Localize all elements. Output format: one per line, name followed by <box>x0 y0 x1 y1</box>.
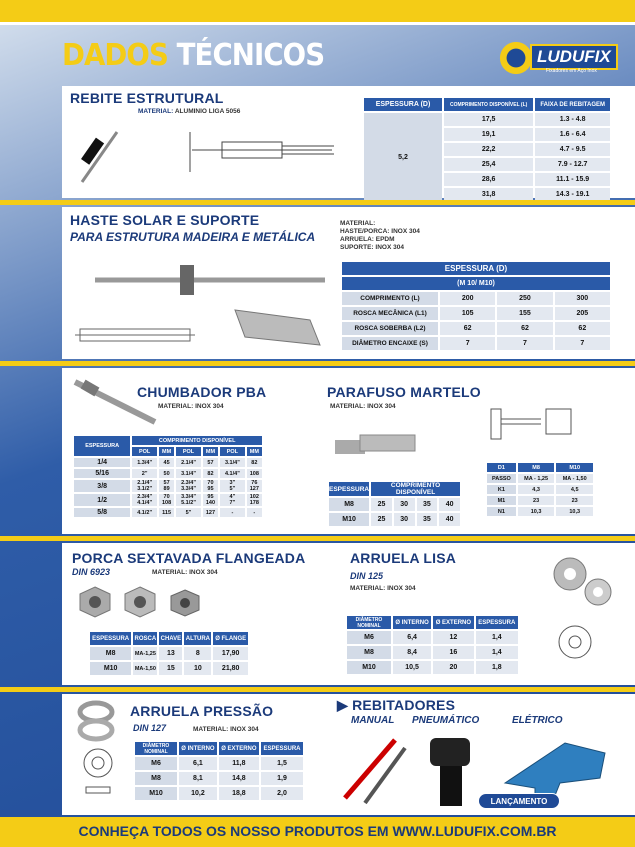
table-cell: COMPRIMENTO (L) <box>342 292 438 305</box>
table-cell: 17,90 <box>213 647 248 660</box>
table-cell: M6 <box>347 631 391 644</box>
rebite-title: REBITE ESTRUTURAL <box>70 90 224 106</box>
table-cell: 50 <box>159 469 174 478</box>
rebite-head-comp: COMPRIMENTO DISPONÍVEL (L) <box>444 98 533 111</box>
pressao-illustration <box>74 700 118 746</box>
table-cell: 7.9 - 12.7 <box>535 158 610 171</box>
table-head: MM <box>203 447 218 456</box>
table-cell: 40 <box>439 498 460 511</box>
table-cell: 6,1 <box>179 757 217 770</box>
table-cell: 3.1/4" <box>176 469 201 478</box>
table-cell: 3" 5" <box>220 480 245 492</box>
table-row <box>74 508 262 517</box>
title-part-b: TÉCNICOS <box>176 38 325 73</box>
table-cell: 10,3 <box>556 507 593 516</box>
table-head: ESPESSURA <box>90 632 131 645</box>
table-cell: M6 <box>135 757 177 770</box>
rebite-head-faixa: FAIXA DE REBITAGEM <box>535 98 610 111</box>
table-cell: 70 108 <box>159 494 174 506</box>
table-cell: 62 <box>440 322 495 335</box>
table-cell: 21,80 <box>213 662 248 675</box>
table-head: ALTURA <box>184 632 211 645</box>
table-cell: 25 <box>371 498 392 511</box>
table-cell: 2" <box>132 469 157 478</box>
table-cell: 82 <box>247 458 262 467</box>
table-cell: 10 <box>184 662 211 675</box>
table-head: CHAVE <box>159 632 182 645</box>
table-cell: 7 <box>555 337 610 350</box>
table-cell: - <box>220 508 245 517</box>
table-head: POL <box>220 447 245 456</box>
rebitadores-title-text: REBITADORES <box>352 697 456 713</box>
table-cell: 1.6 - 6.4 <box>535 128 610 141</box>
table-cell: 6,4 <box>393 631 431 644</box>
table-cell: 1,8 <box>476 661 518 674</box>
table-cell: 127 <box>203 508 218 517</box>
table-cell: 31,8 <box>444 188 533 201</box>
table-cell: 7 <box>440 337 495 350</box>
lisa-illustration <box>540 552 620 662</box>
porca-title: PORCA SEXTAVADA FLANGEADA <box>72 550 306 566</box>
footer-bar <box>0 817 635 847</box>
table-row <box>74 480 262 492</box>
table-cell: 20 <box>433 661 473 674</box>
table-cell: 8,1 <box>179 772 217 785</box>
chumbador-title: CHUMBADOR PBA <box>137 384 267 400</box>
pressao-din: DIN 127 <box>133 723 167 733</box>
table-cell: 57 <box>203 458 218 467</box>
rebite-material-value: ALUMINIO LIGA 5056 <box>174 108 241 115</box>
table-head: POL <box>176 447 201 456</box>
table-cell: 11.1 - 15.9 <box>535 173 610 186</box>
table-cell: 4.1/4" <box>220 469 245 478</box>
material-line: HASTE/PORCA: INOX 304 <box>340 228 420 235</box>
table-cell: 155 <box>497 307 552 320</box>
table-cell: 102 178 <box>247 494 262 506</box>
table-cell: 76 127 <box>247 480 262 492</box>
table-cell: M10 <box>329 513 369 526</box>
lisa-title: ARRUELA LISA <box>350 550 457 566</box>
table-row <box>74 458 262 467</box>
table-cell: M8 <box>329 498 369 511</box>
haste-head2: (M 10/ M10) <box>342 277 610 290</box>
rebite-material-label: MATERIAL: <box>138 108 174 115</box>
table-head: Ø FLANGE <box>213 632 248 645</box>
pressao-drawing <box>78 745 118 805</box>
table-cell: 8,4 <box>393 646 431 659</box>
top-white-line <box>0 22 635 25</box>
table-cell: 30 <box>394 498 415 511</box>
table-cell: 10,5 <box>393 661 431 674</box>
haste-material <box>340 220 420 252</box>
porca-din: DIN 6923 <box>72 567 111 577</box>
table-cell: 1/2 <box>74 494 130 506</box>
ludufix-logo <box>498 40 623 78</box>
table-cell: 1.3 - 4.8 <box>535 113 610 126</box>
table-cell: 40 <box>439 513 460 526</box>
pressao-title: ARRUELA PRESSÃO <box>130 703 274 719</box>
table-head: Ø INTERNO <box>393 616 431 629</box>
table-cell: 5/16 <box>74 469 130 478</box>
top-yellow-bar <box>0 0 635 22</box>
table-cell: 13 <box>159 647 182 660</box>
divider <box>0 200 635 205</box>
table-head: M10 <box>556 463 593 472</box>
table-head: ESPESSURA <box>261 742 303 755</box>
rebitador-manual-label: MANUAL <box>351 715 395 726</box>
table-cell: 105 <box>440 307 495 320</box>
table-cell: 95 140 <box>203 494 218 506</box>
table-head: DIÂMETRO NOMINAL <box>135 742 177 755</box>
table-head: Ø EXTERNO <box>219 742 259 755</box>
table-cell: 82 <box>203 469 218 478</box>
chumbador-head-esp: ESPESSURA <box>74 436 130 456</box>
table-cell: 62 <box>555 322 610 335</box>
table-cell: 1,5 <box>261 757 303 770</box>
table-cell: 300 <box>555 292 610 305</box>
logo-tagline: Fixadores em Aço Inox <box>546 68 597 74</box>
table-cell: 3/8 <box>74 480 130 492</box>
table-cell: 2.1/4" 3.1/2" <box>132 480 157 492</box>
table-cell: 25 <box>371 513 392 526</box>
table-cell: PASSO <box>487 474 516 483</box>
rebitador-eletrico-label: ELÉTRICO <box>512 715 563 726</box>
rebite-table <box>362 96 612 203</box>
martelo-dim-table <box>485 461 595 518</box>
martelo-material: MATERIAL: INOX 304 <box>330 403 396 410</box>
divider <box>0 536 635 541</box>
table-cell: 1.3/4" <box>132 458 157 467</box>
table-cell: 4,3 <box>518 485 555 494</box>
martelo-drawing <box>486 394 586 452</box>
table-row <box>74 469 262 478</box>
table-cell: 11,8 <box>219 757 259 770</box>
table-cell: 205 <box>555 307 610 320</box>
table-cell: 3.1/4" <box>220 458 245 467</box>
table-cell: MA - 1,25 <box>518 474 555 483</box>
table-cell: 1,4 <box>476 646 518 659</box>
table-cell: 28,6 <box>444 173 533 186</box>
table-cell: 3.3/4" 5.1/2" <box>176 494 201 506</box>
table-cell: M8 <box>135 772 177 785</box>
page-title <box>62 38 324 73</box>
table-cell: 57 89 <box>159 480 174 492</box>
table-cell: ROSCA MECÂNICA (L1) <box>342 307 438 320</box>
table-cell: 250 <box>497 292 552 305</box>
table-cell: 35 <box>417 513 438 526</box>
table-cell: 17,5 <box>444 113 533 126</box>
porca-material: MATERIAL: INOX 304 <box>152 569 218 576</box>
table-cell: 1,4 <box>476 631 518 644</box>
table-cell: 22,2 <box>444 143 533 156</box>
table-cell: 200 <box>440 292 495 305</box>
martelo-table <box>327 480 462 528</box>
table-head: ROSCA <box>133 632 157 645</box>
table-cell: 16 <box>433 646 473 659</box>
lisa-table <box>345 614 520 676</box>
table-cell: 19,1 <box>444 128 533 141</box>
chumbador-rows <box>74 458 262 517</box>
table-head: MM <box>247 447 262 456</box>
table-cell: 23 <box>518 496 555 505</box>
divider <box>0 361 635 366</box>
haste-subtitle: PARA ESTRUTURA MADEIRA E METÁLICA <box>70 230 316 244</box>
table-cell: 2.3/4" 3.3/4" <box>176 480 201 492</box>
table-head: POL <box>132 447 157 456</box>
martelo-head-esp: ESPESSURA <box>329 482 369 496</box>
chumbador-material: MATERIAL: INOX 304 <box>158 403 224 410</box>
table-cell: 5/8 <box>74 508 130 517</box>
table-cell: MA-1,25 <box>133 647 157 660</box>
table-cell: 18,8 <box>219 787 259 800</box>
table-head: D1 <box>487 463 516 472</box>
table-cell: 14.3 - 19.1 <box>535 188 610 201</box>
table-head: M8 <box>518 463 555 472</box>
table-cell: 12 <box>433 631 473 644</box>
title-part-a: DADOS <box>62 38 168 73</box>
table-cell: 1/4 <box>74 458 130 467</box>
table-cell: 4,5 <box>556 485 593 494</box>
table-cell: - <box>247 508 262 517</box>
lancamento-badge: LANÇAMENTO <box>478 793 560 809</box>
table-cell: DIÂMETRO ENCAIXE (S) <box>342 337 438 350</box>
table-cell: ROSCA SOBERBA (L2) <box>342 322 438 335</box>
table-head: DIÂMETRO NOMINAL <box>347 616 391 629</box>
gear-icon <box>498 40 534 76</box>
material-line: MATERIAL: <box>340 220 376 227</box>
table-cell: 62 <box>497 322 552 335</box>
table-cell: 30 <box>394 513 415 526</box>
porca-illustration <box>75 582 220 624</box>
table-cell: 70 95 <box>203 480 218 492</box>
haste-illustration <box>70 255 335 355</box>
lisa-material: MATERIAL: INOX 304 <box>350 585 416 592</box>
logo-text: LUDUFIX <box>530 44 618 70</box>
haste-title: HASTE SOLAR E SUPORTE <box>70 212 260 228</box>
rebite-head-esp: ESPESSURA (D) <box>364 98 442 111</box>
table-cell: N1 <box>487 507 516 516</box>
table-cell: 10,3 <box>518 507 555 516</box>
table-head: MM <box>159 447 174 456</box>
rebite-espessura: 5,2 <box>364 113 442 201</box>
table-cell: M8 <box>90 647 131 660</box>
table-cell: 8 <box>184 647 211 660</box>
table-cell: 45 <box>159 458 174 467</box>
table-cell: 2.1/4" <box>176 458 201 467</box>
table-cell: M10 <box>347 661 391 674</box>
table-cell: K1 <box>487 485 516 494</box>
table-head: Ø EXTERNO <box>433 616 473 629</box>
rebitador-pneumatico-label: PNEUMÁTICO <box>412 715 480 726</box>
table-cell: 10,2 <box>179 787 217 800</box>
porca-table <box>88 630 250 677</box>
table-cell: 4.1/2" <box>132 508 157 517</box>
haste-head1: ESPESSURA (D) <box>342 262 610 275</box>
table-cell: 2.3/4" 4.1/4" <box>132 494 157 506</box>
divider <box>0 687 635 692</box>
table-cell: M10 <box>135 787 177 800</box>
table-cell: 1,9 <box>261 772 303 785</box>
table-cell: 4" 7" <box>220 494 245 506</box>
table-cell: 15 <box>159 662 182 675</box>
martelo-illustration <box>330 415 420 475</box>
table-head: ESPESSURA <box>476 616 518 629</box>
rebite-illustration <box>72 112 342 192</box>
table-cell: 25,4 <box>444 158 533 171</box>
table-cell: 4.7 - 9.5 <box>535 143 610 156</box>
chumbador-table <box>72 434 264 519</box>
table-cell: 115 <box>159 508 174 517</box>
table-cell: 7 <box>497 337 552 350</box>
table-cell: MA-1,50 <box>133 662 157 675</box>
chumbador-head-comp: COMPRIMENTO DISPONÍVEL <box>132 436 262 445</box>
martelo-title: PARAFUSO MARTELO <box>327 384 481 400</box>
table-cell: M10 <box>90 662 131 675</box>
martelo-head-comp: COMPRIMENTO DISPONÍVEL <box>371 482 460 496</box>
material-line: SUPORTE: INOX 304 <box>340 244 404 251</box>
rebitadores-title: ▶ REBITADORES <box>337 697 456 713</box>
table-row <box>74 494 262 506</box>
chumbador-illustration <box>70 372 160 432</box>
table-cell: 108 <box>247 469 262 478</box>
table-head: Ø INTERNO <box>179 742 217 755</box>
lisa-din: DIN 125 <box>350 571 384 581</box>
pressao-material: MATERIAL: INOX 304 <box>193 726 259 733</box>
table-cell: 23 <box>556 496 593 505</box>
table-cell: MA - 1,50 <box>556 474 593 483</box>
table-cell: 5" <box>176 508 201 517</box>
table-cell: 14,8 <box>219 772 259 785</box>
table-cell: M8 <box>347 646 391 659</box>
material-line: ARRUELA: EPDM <box>340 236 395 243</box>
table-cell: 35 <box>417 498 438 511</box>
table-cell: 2,0 <box>261 787 303 800</box>
haste-table <box>340 260 612 352</box>
footer-text: CONHEÇA TODOS OS NOSSO PRODUTOS EM WWW.LUDUFIX.COM.BR <box>78 823 557 839</box>
pressao-table <box>133 740 305 802</box>
table-cell: M1 <box>487 496 516 505</box>
